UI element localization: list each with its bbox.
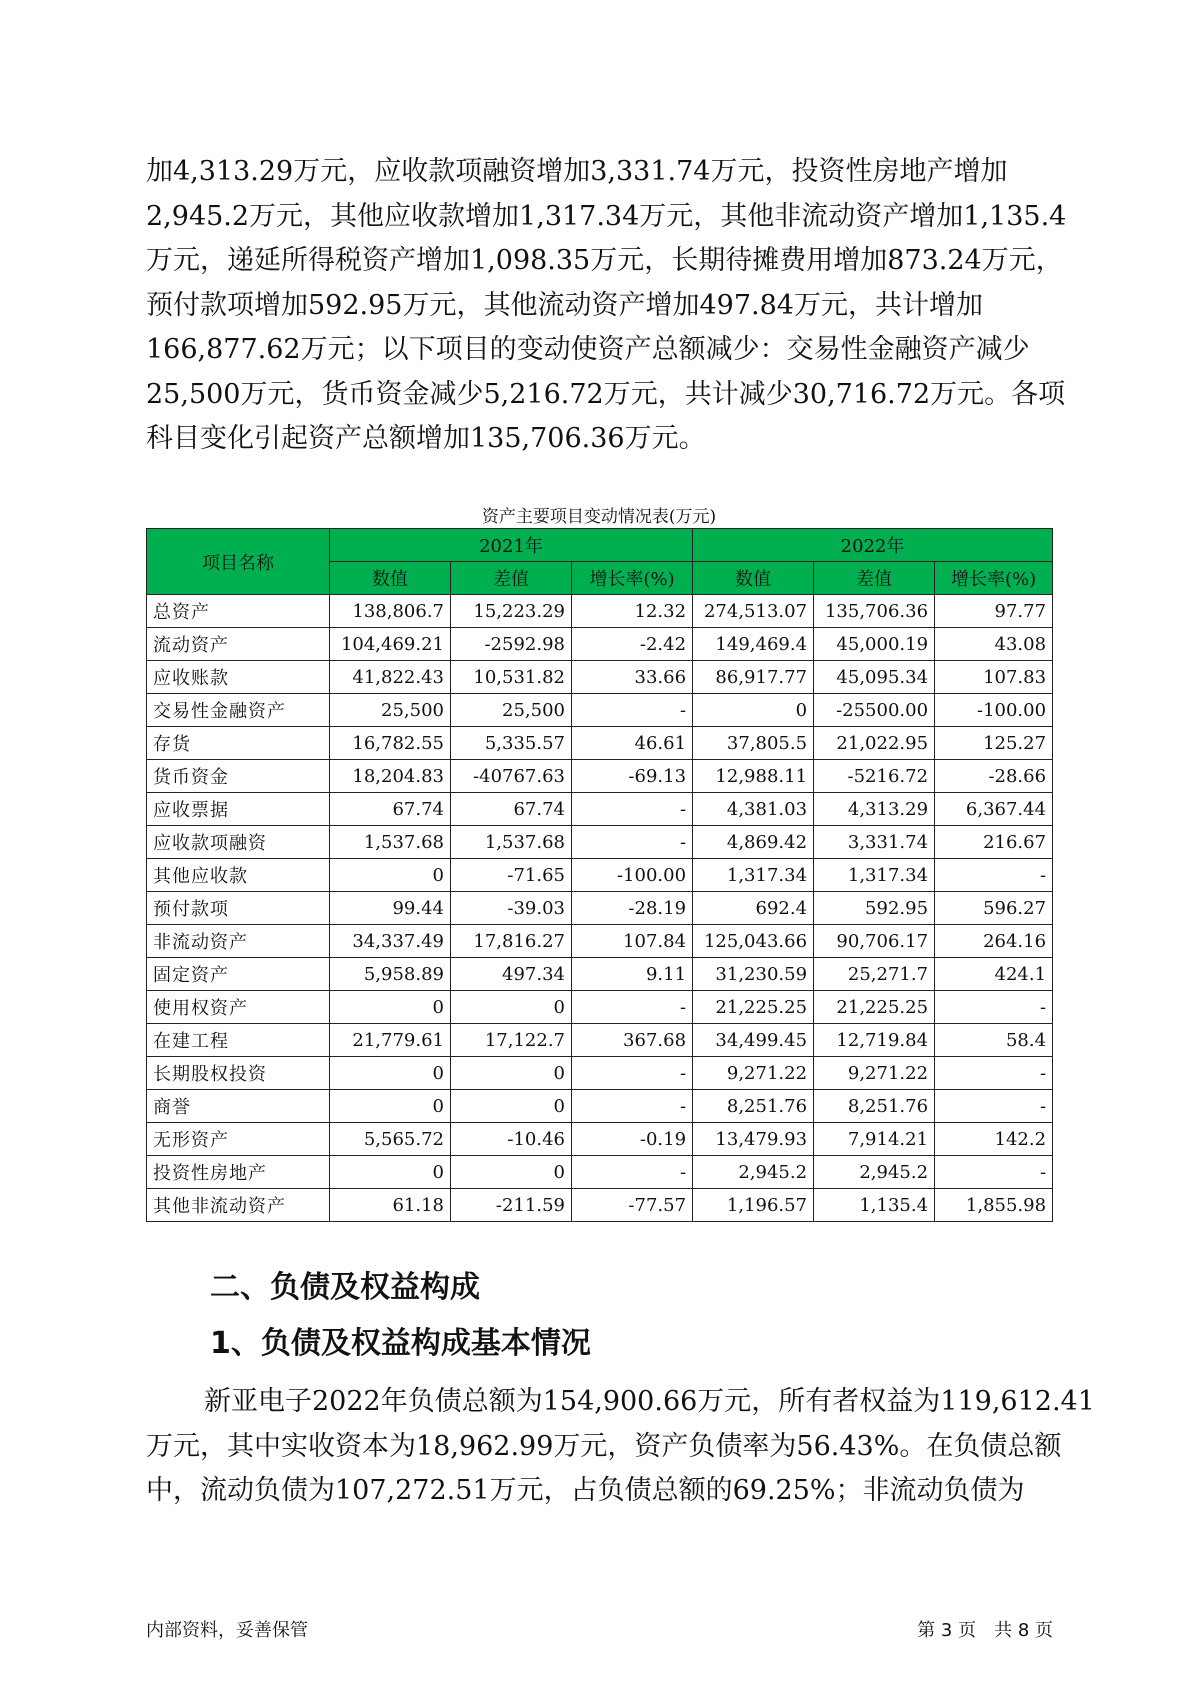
row-value-cell: 25,500 (330, 694, 451, 727)
row-value-cell: -69.13 (572, 760, 693, 793)
row-value-cell: 12,719.84 (814, 1024, 935, 1057)
subheader-value: 数值 (693, 562, 814, 595)
row-value-cell: -40767.63 (451, 760, 572, 793)
table-row (147, 661, 1053, 694)
subsection-heading: 1、负债及权益构成基本情况 (210, 1326, 591, 1361)
row-value-cell: 0 (330, 1057, 451, 1090)
body-paragraph-asset-changes (146, 150, 1067, 462)
row-value-cell: - (572, 793, 693, 826)
table-row (147, 1156, 1053, 1189)
table-row (147, 1189, 1053, 1222)
row-value-cell: -77.57 (572, 1189, 693, 1222)
row-item-name: 长期股权投资 (147, 1057, 330, 1090)
row-value-cell: 17,122.7 (451, 1024, 572, 1057)
row-value-cell: 1,196.57 (693, 1189, 814, 1222)
paragraph-line: 预付款项增加592.95万元，其他流动资产增加497.84万元，共计增加 (146, 289, 983, 321)
row-value-cell: -25500.00 (814, 694, 935, 727)
row-value-cell: 0 (330, 991, 451, 1024)
table-body (147, 595, 1053, 1222)
row-value-cell: 142.2 (935, 1123, 1053, 1156)
table-row (147, 859, 1053, 892)
row-value-cell: 0 (330, 859, 451, 892)
row-value-cell: 5,958.89 (330, 958, 451, 991)
row-value-cell: 21,779.61 (330, 1024, 451, 1057)
paragraph-line: 中，流动负债为107,272.51万元，占负债总额的69.25%；非流动负债为 (146, 1475, 1025, 1506)
table-row (147, 892, 1053, 925)
row-item-name: 货币资金 (147, 760, 330, 793)
row-value-cell: - (572, 1156, 693, 1189)
row-value-cell: -39.03 (451, 892, 572, 925)
row-item-name: 无形资产 (147, 1123, 330, 1156)
row-item-name: 固定资产 (147, 958, 330, 991)
row-item-name: 商誉 (147, 1090, 330, 1123)
row-value-cell: 9.11 (572, 958, 693, 991)
paragraph-line: 科目变化引起资产总额增加135,706.36万元。 (146, 423, 706, 454)
row-value-cell: 25,500 (451, 694, 572, 727)
row-value-cell: 149,469.4 (693, 628, 814, 661)
row-value-cell: -28.19 (572, 892, 693, 925)
row-value-cell: 2,945.2 (814, 1156, 935, 1189)
row-item-name: 非流动资产 (147, 925, 330, 958)
row-value-cell: 1,317.34 (693, 859, 814, 892)
row-value-cell: 4,869.42 (693, 826, 814, 859)
row-value-cell: 18,204.83 (330, 760, 451, 793)
row-value-cell: 17,816.27 (451, 925, 572, 958)
row-value-cell: 424.1 (935, 958, 1053, 991)
row-value-cell: - (572, 694, 693, 727)
row-value-cell: 12,988.11 (693, 760, 814, 793)
row-value-cell: 10,531.82 (451, 661, 572, 694)
row-value-cell: 367.68 (572, 1024, 693, 1057)
row-value-cell: 138,806.7 (330, 595, 451, 628)
row-item-name: 使用权资产 (147, 991, 330, 1024)
table-row (147, 991, 1053, 1024)
row-value-cell: 692.4 (693, 892, 814, 925)
row-value-cell: 1,537.68 (451, 826, 572, 859)
paragraph-line: 25,500万元，货币资金减少5,216.72万元，共计减少30,716.72万元。各项 (146, 378, 1066, 410)
row-value-cell: - (572, 826, 693, 859)
row-value-cell: 0 (330, 1090, 451, 1123)
row-item-name: 应收票据 (147, 793, 330, 826)
row-value-cell: 596.27 (935, 892, 1053, 925)
row-value-cell: 104,469.21 (330, 628, 451, 661)
row-value-cell: 67.74 (330, 793, 451, 826)
row-value-cell: 0 (451, 991, 572, 1024)
section-heading: 二、负债及权益构成 (210, 1270, 480, 1305)
row-value-cell: 592.95 (814, 892, 935, 925)
row-value-cell: 58.4 (935, 1024, 1053, 1057)
row-value-cell: -211.59 (451, 1189, 572, 1222)
row-item-name: 其他应收款 (147, 859, 330, 892)
header-item-name: 项目名称 (147, 529, 330, 595)
row-value-cell: 0 (451, 1057, 572, 1090)
asset-change-table (146, 528, 1053, 1222)
row-item-name: 总资产 (147, 595, 330, 628)
row-value-cell: 45,000.19 (814, 628, 935, 661)
row-value-cell: 9,271.22 (693, 1057, 814, 1090)
row-value-cell: 90,706.17 (814, 925, 935, 958)
row-value-cell: 497.34 (451, 958, 572, 991)
row-value-cell: 1,317.34 (814, 859, 935, 892)
row-value-cell: 274,513.07 (693, 595, 814, 628)
subheader-difference: 差值 (451, 562, 572, 595)
header-year-2022: 2022年 (693, 529, 1053, 562)
row-value-cell: 86,917.77 (693, 661, 814, 694)
row-value-cell: 1,135.4 (814, 1189, 935, 1222)
row-value-cell: 34,337.49 (330, 925, 451, 958)
row-value-cell: 2,945.2 (693, 1156, 814, 1189)
subheader-growth-rate: 增长率(%) (572, 562, 693, 595)
row-value-cell: 0 (451, 1156, 572, 1189)
row-value-cell: 13,479.93 (693, 1123, 814, 1156)
row-value-cell: 99.44 (330, 892, 451, 925)
row-value-cell: 7,914.21 (814, 1123, 935, 1156)
table-row (147, 1090, 1053, 1123)
row-value-cell: 25,271.7 (814, 958, 935, 991)
row-value-cell: 8,251.76 (693, 1090, 814, 1123)
table-row (147, 760, 1053, 793)
row-value-cell: 1,537.68 (330, 826, 451, 859)
row-value-cell: 0 (451, 1090, 572, 1123)
paragraph-line: 新亚电子2022年负债总额为154,900.66万元，所有者权益为119,612.41 (204, 1386, 1095, 1417)
row-item-name: 其他非流动资产 (147, 1189, 330, 1222)
table-row (147, 1057, 1053, 1090)
table-row (147, 694, 1053, 727)
row-value-cell: 264.16 (935, 925, 1053, 958)
row-value-cell: 9,271.22 (814, 1057, 935, 1090)
table-row (147, 595, 1053, 628)
header-year-2021: 2021年 (330, 529, 693, 562)
row-value-cell: 16,782.55 (330, 727, 451, 760)
row-value-cell: -10.46 (451, 1123, 572, 1156)
row-value-cell: 8,251.76 (814, 1090, 935, 1123)
row-value-cell: 125,043.66 (693, 925, 814, 958)
row-value-cell: 107.84 (572, 925, 693, 958)
row-value-cell: 216.67 (935, 826, 1053, 859)
row-value-cell: - (935, 1090, 1053, 1123)
table-row (147, 727, 1053, 760)
row-value-cell: 125.27 (935, 727, 1053, 760)
row-value-cell: - (572, 1057, 693, 1090)
row-value-cell: 46.61 (572, 727, 693, 760)
row-value-cell: - (935, 991, 1053, 1024)
table-row (147, 925, 1053, 958)
row-value-cell: 4,381.03 (693, 793, 814, 826)
row-value-cell: 5,565.72 (330, 1123, 451, 1156)
table-row (147, 1123, 1053, 1156)
row-value-cell: 97.77 (935, 595, 1053, 628)
table-row (147, 1024, 1053, 1057)
row-value-cell: 135,706.36 (814, 595, 935, 628)
row-value-cell: 41,822.43 (330, 661, 451, 694)
row-value-cell: - (935, 1156, 1053, 1189)
row-value-cell: -5216.72 (814, 760, 935, 793)
row-value-cell: - (935, 1057, 1053, 1090)
row-value-cell: 15,223.29 (451, 595, 572, 628)
row-value-cell: 0 (693, 694, 814, 727)
row-value-cell: 12.32 (572, 595, 693, 628)
row-value-cell: -28.66 (935, 760, 1053, 793)
subheader-value: 数值 (330, 562, 451, 595)
row-value-cell: 21,225.25 (693, 991, 814, 1024)
row-value-cell: 37,805.5 (693, 727, 814, 760)
row-value-cell: 67.74 (451, 793, 572, 826)
row-value-cell: 31,230.59 (693, 958, 814, 991)
row-value-cell: -0.19 (572, 1123, 693, 1156)
paragraph-line: 万元，其中实收资本为18,962.99万元，资产负债率为56.43%。在负债总额 (146, 1430, 1062, 1462)
row-value-cell: -100.00 (572, 859, 693, 892)
row-item-name: 投资性房地产 (147, 1156, 330, 1189)
row-value-cell: 43.08 (935, 628, 1053, 661)
paragraph-line: 166,877.62万元；以下项目的变动使资产总额减少：交易性金融资产减少 (146, 334, 1030, 365)
table-row (147, 958, 1053, 991)
paragraph-line: 万元，递延所得税资产增加1,098.35万元，长期待摊费用增加873.24万元， (146, 245, 1063, 276)
subheader-growth-rate: 增长率(%) (935, 562, 1053, 595)
body-paragraph-liabilities (146, 1380, 1095, 1514)
table-caption: 资产主要项目变动情况表(万元) (481, 507, 717, 527)
footer-page-number: 第 3 页 共 8 页 (917, 1620, 1053, 1641)
table-row (147, 826, 1053, 859)
paragraph-line: 2,945.2万元，其他应收款增加1,317.34万元，其他非流动资产增加1,135.4 (146, 200, 1067, 232)
row-value-cell: - (572, 991, 693, 1024)
row-value-cell: 4,313.29 (814, 793, 935, 826)
row-value-cell: 34,499.45 (693, 1024, 814, 1057)
row-item-name: 存货 (147, 727, 330, 760)
row-value-cell: 5,335.57 (451, 727, 572, 760)
row-item-name: 交易性金融资产 (147, 694, 330, 727)
row-value-cell: 107.83 (935, 661, 1053, 694)
row-value-cell: 21,225.25 (814, 991, 935, 1024)
row-value-cell: 6,367.44 (935, 793, 1053, 826)
row-item-name: 预付款项 (147, 892, 330, 925)
table-row (147, 793, 1053, 826)
row-value-cell: - (935, 859, 1053, 892)
table-header-row (147, 529, 1053, 562)
row-value-cell: 45,095.34 (814, 661, 935, 694)
row-item-name: 应收账款 (147, 661, 330, 694)
row-value-cell: 3,331.74 (814, 826, 935, 859)
row-value-cell: 21,022.95 (814, 727, 935, 760)
row-item-name: 在建工程 (147, 1024, 330, 1057)
row-item-name: 流动资产 (147, 628, 330, 661)
row-value-cell: 33.66 (572, 661, 693, 694)
row-value-cell: -71.65 (451, 859, 572, 892)
row-value-cell: 0 (330, 1156, 451, 1189)
row-value-cell: 1,855.98 (935, 1189, 1053, 1222)
paragraph-line: 加4,313.29万元，应收款项融资增加3,331.74万元，投资性房地产增加 (146, 156, 1008, 187)
row-value-cell: -2592.98 (451, 628, 572, 661)
row-value-cell: -100.00 (935, 694, 1053, 727)
subheader-difference: 差值 (814, 562, 935, 595)
row-value-cell: 61.18 (330, 1189, 451, 1222)
row-value-cell: - (572, 1090, 693, 1123)
row-value-cell: -2.42 (572, 628, 693, 661)
row-item-name: 应收款项融资 (147, 826, 330, 859)
footer-confidential-note: 内部资料，妥善保管 (146, 1620, 308, 1641)
table-row (147, 628, 1053, 661)
